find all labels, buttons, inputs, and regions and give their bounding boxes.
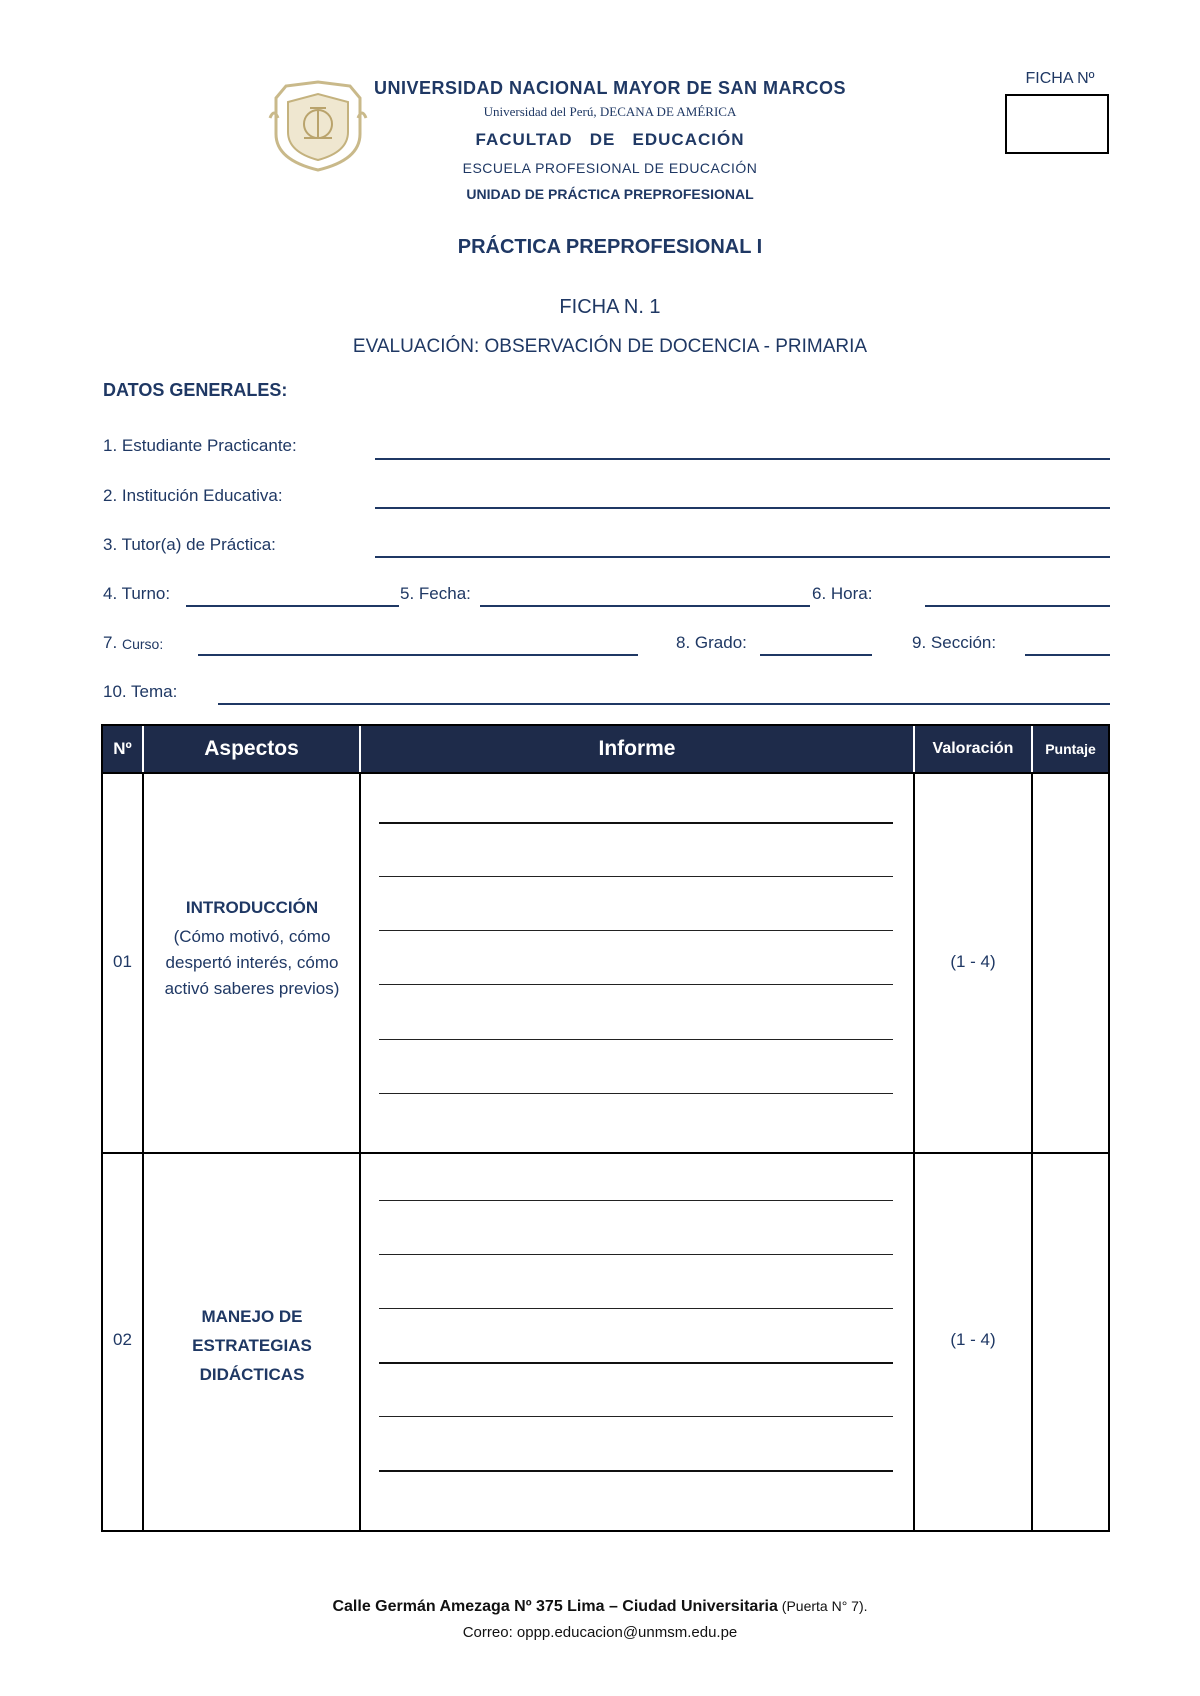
evaluation-table xyxy=(101,724,1110,1532)
header-num: Nº xyxy=(103,726,142,772)
row1-write-line[interactable] xyxy=(379,1093,893,1094)
general-data-title: DATOS GENERALES: xyxy=(103,380,288,400)
row1-write-line[interactable] xyxy=(379,984,893,985)
row2-score-cell[interactable] xyxy=(1033,1154,1108,1530)
row1-write-line[interactable] xyxy=(379,1039,893,1040)
unit-name: UNIDAD DE PRÁCTICA PREPROFESIONAL xyxy=(466,186,754,202)
row1-aspect-detail: (Cómo motivó, cómo despertó interés, cómo activó saberes previos) xyxy=(164,927,340,998)
row1-write-line[interactable] xyxy=(379,930,893,931)
grade-line[interactable] xyxy=(760,654,872,656)
row1-score-cell[interactable] xyxy=(1033,774,1108,1150)
row2-write-line[interactable] xyxy=(379,1416,893,1417)
course-number: 7. xyxy=(103,633,118,652)
course-label: Curso: xyxy=(122,636,164,652)
topic-line[interactable] xyxy=(218,703,1110,705)
institution-line[interactable] xyxy=(375,507,1110,509)
tutor-line[interactable] xyxy=(375,556,1110,558)
ficha-number-box[interactable] xyxy=(1005,94,1109,154)
col-divider-2 xyxy=(359,772,361,1530)
time-label: 6. Hora: xyxy=(812,584,873,603)
header-report: Informe xyxy=(361,726,913,772)
faculty-name: FACULTAD DE EDUCACIÓN xyxy=(475,130,745,149)
section-line[interactable] xyxy=(1025,654,1110,656)
row1-write-line[interactable] xyxy=(379,822,893,824)
row1-number: 01 xyxy=(113,952,132,971)
course-line[interactable] xyxy=(198,654,638,656)
col-divider-3 xyxy=(913,772,915,1530)
row2-write-line[interactable] xyxy=(379,1254,893,1255)
institution-label: 2. Institución Educativa: xyxy=(103,486,283,505)
row1-write-line[interactable] xyxy=(379,876,893,877)
footer-address xyxy=(200,1598,1000,1616)
header-rating: Valoración xyxy=(915,726,1031,772)
shift-label: 4. Turno: xyxy=(103,584,171,603)
tutor-label: 3. Tutor(a) de Práctica: xyxy=(103,535,276,554)
section-label: 9. Sección: xyxy=(912,633,997,652)
grade-label: 8. Grado: xyxy=(676,633,747,652)
row1-aspect-title: INTRODUCCIÓN xyxy=(185,898,319,917)
row2-write-line[interactable] xyxy=(379,1200,893,1201)
col-divider-1 xyxy=(142,772,144,1530)
row2-number: 02 xyxy=(113,1330,132,1349)
header-score: Puntaje xyxy=(1033,726,1108,772)
header-aspects: Aspectos xyxy=(144,726,359,772)
row2-aspect-title: MANEJO DE ESTRATEGIAS DIDÁCTICAS xyxy=(192,1307,312,1384)
document-subtitle: FICHA N. 1 xyxy=(559,296,661,318)
row2-write-line[interactable] xyxy=(379,1362,893,1364)
document-title: PRÁCTICA PREPROFESIONAL I xyxy=(457,236,763,258)
evaluation-title: EVALUACIÓN: OBSERVACIÓN DE DOCENCIA - PRIMARIA xyxy=(352,336,868,357)
row1-rating: (1 - 4) xyxy=(950,952,996,971)
row2-write-line[interactable] xyxy=(379,1470,893,1472)
school-name: ESCUELA PROFESIONAL DE EDUCACIÓN xyxy=(462,160,758,176)
date-line[interactable] xyxy=(480,605,810,607)
row-divider xyxy=(103,1152,1108,1154)
footer-address-main: Calle Germán Amezaga Nº 375 Lima – Ciudad Universitaria xyxy=(332,1598,778,1615)
header-divider xyxy=(103,772,1108,774)
student-label: 1. Estudiante Practicante: xyxy=(103,436,297,455)
row2-write-line[interactable] xyxy=(379,1308,893,1309)
topic-label: 10. Tema: xyxy=(103,682,178,701)
ficha-number-label: FICHA Nº xyxy=(1025,70,1095,87)
footer-address-door: (Puerta N° 7). xyxy=(777,1598,868,1614)
time-line[interactable] xyxy=(925,605,1110,607)
university-name: UNIVERSIDAD NACIONAL MAYOR DE SAN MARCOS xyxy=(373,78,847,98)
student-line[interactable] xyxy=(375,458,1110,460)
university-subtitle: Universidad del Perú, DECANA DE AMÉRICA xyxy=(483,104,737,119)
date-label: 5. Fecha: xyxy=(400,584,471,603)
footer-email[interactable]: Correo: oppp.educacion@unmsm.edu.pe xyxy=(462,1624,738,1641)
row2-rating: (1 - 4) xyxy=(950,1330,996,1349)
shift-line[interactable] xyxy=(186,605,399,607)
